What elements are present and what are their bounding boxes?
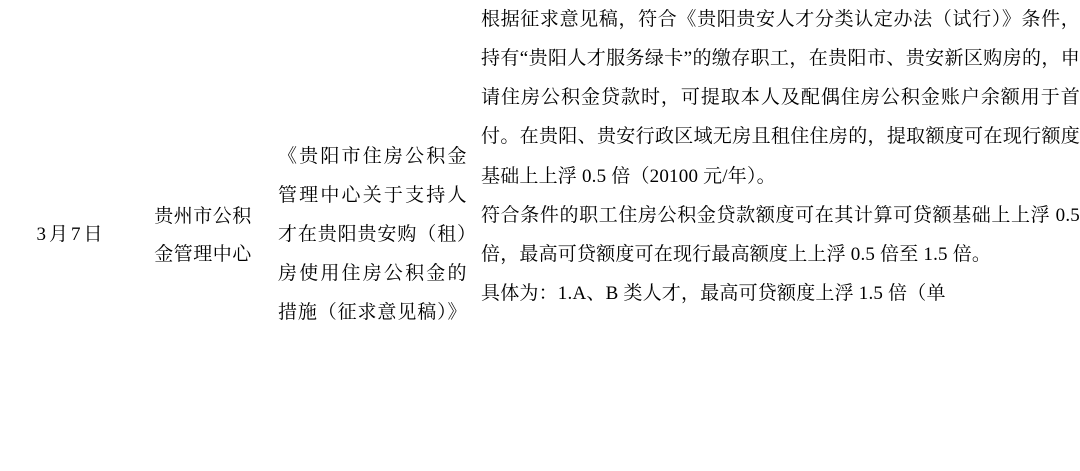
table-cell-title [264, 0, 481, 471]
table-cell-organization [142, 0, 264, 471]
table-cell-body [481, 0, 1080, 471]
policy-title: 《贵阳市住房公积金管理中心关于支持人才在贵阳贵安购（租）房使用住房公积金的措施（征求意见稿）》 [278, 146, 467, 323]
body-paragraph-3: 具体为：1.A、B 类人才，最高可贷额度上浮 1.5 倍（单 [481, 282, 946, 304]
body-paragraph-1: 根据征求意见稿，符合《贵阳贵安人才分类认定办法（试行）》条件，持有“贵阳人才服务绿卡”的缴存职工，在贵阳市、贵安新区购房的，申请住房公积金贷款时，可提取本人及配偶住房公积金账户余额用于首付。在贵阳、贵安行政区域无房且租住住房的，提取额度可在现行额度基础上上浮 0.5 倍（20100 元/年）。 [481, 9, 1080, 187]
body-paragraph-2: 符合条件的职工住房公积金贷款额度可在其计算可贷额基础上上浮 0.5 倍，最高可贷额度可在现行最高额度上上浮 0.5 倍至 1.5 倍。 [481, 204, 1080, 265]
date-value: 3月7日 [36, 224, 106, 246]
organization-value: 贵州市公积金管理中心 [154, 205, 252, 265]
policy-body [481, 0, 1080, 313]
table-cell-date [0, 0, 142, 471]
